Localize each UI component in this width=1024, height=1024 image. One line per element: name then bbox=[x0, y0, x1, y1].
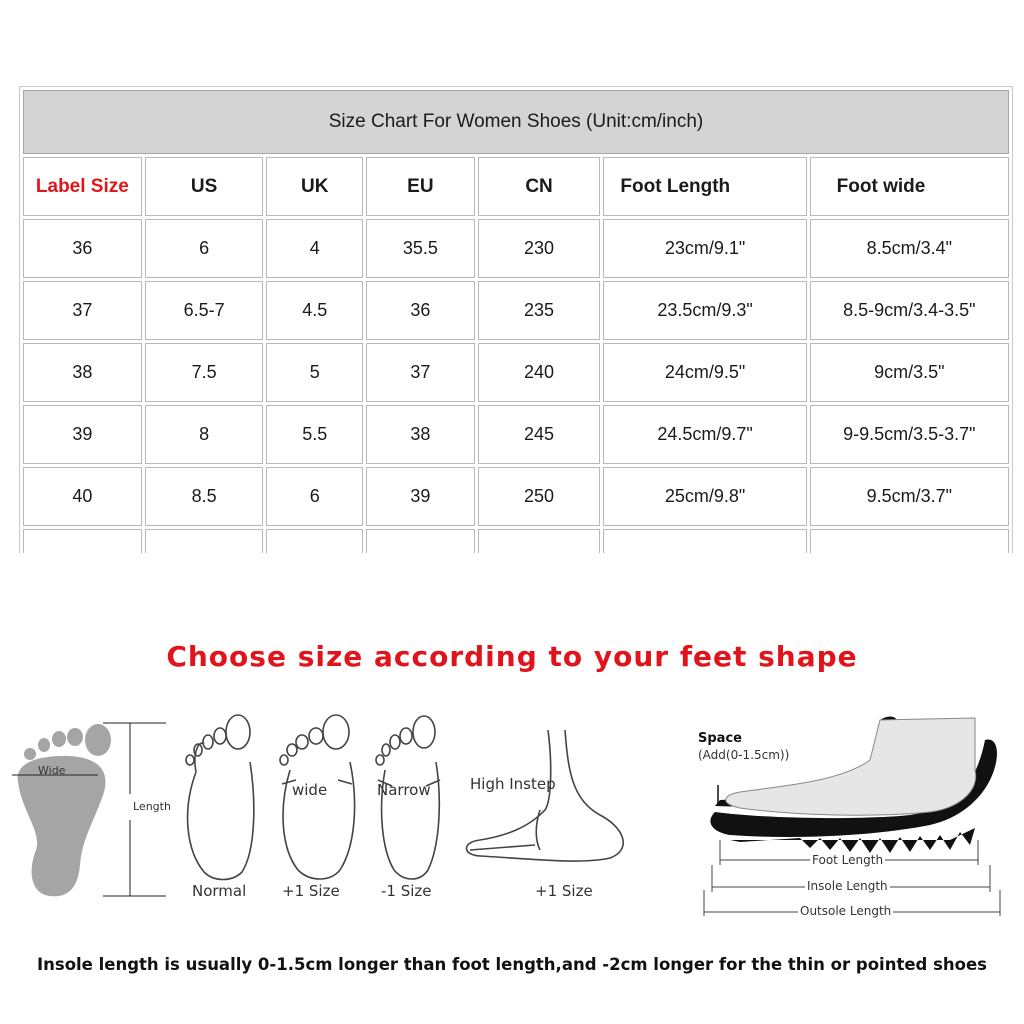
cell-eu: 37 bbox=[366, 343, 475, 402]
shoe-foot-length-label: Foot Length bbox=[812, 853, 884, 867]
table-title-row bbox=[23, 90, 1009, 154]
header-foot-length: Foot Length bbox=[603, 157, 806, 216]
cell-uk: 5 bbox=[266, 343, 363, 402]
header-eu: EU bbox=[366, 157, 475, 216]
cell-empty bbox=[145, 529, 264, 553]
cell-cn: 245 bbox=[478, 405, 601, 464]
shoe-space-note: (Add(0-1.5cm)) bbox=[698, 748, 790, 762]
cell-cn: 230 bbox=[478, 219, 601, 278]
cell-eu: 35.5 bbox=[366, 219, 475, 278]
narrow-foot-caption: -1 Size bbox=[381, 882, 432, 900]
normal-foot-icon bbox=[186, 715, 254, 880]
cell-foot-wide: 9cm/3.5" bbox=[810, 343, 1009, 402]
table-title: Size Chart For Women Shoes (Unit:cm/inch) bbox=[23, 90, 1009, 154]
cell-eu: 36 bbox=[366, 281, 475, 340]
header-uk: UK bbox=[266, 157, 363, 216]
footprint-icon bbox=[18, 724, 111, 896]
wide-foot-note: wide bbox=[292, 781, 328, 799]
size-table bbox=[20, 87, 1012, 553]
cell-foot-wide: 9.5cm/3.7" bbox=[810, 467, 1009, 526]
cell-label-size: 38 bbox=[23, 343, 142, 402]
cell-foot-length: 24.5cm/9.7" bbox=[603, 405, 806, 464]
table-row bbox=[23, 343, 1009, 402]
cell-cn: 235 bbox=[478, 281, 601, 340]
cell-empty bbox=[603, 529, 806, 553]
high-instep-label: High Instep bbox=[470, 775, 556, 793]
cell-foot-length: 23.5cm/9.3" bbox=[603, 281, 806, 340]
cell-empty bbox=[366, 529, 475, 553]
high-instep-foot-icon bbox=[467, 730, 624, 861]
table-row bbox=[23, 405, 1009, 464]
cell-cn: 240 bbox=[478, 343, 601, 402]
table-row bbox=[23, 281, 1009, 340]
cell-label-size: 37 bbox=[23, 281, 142, 340]
table-header-row bbox=[23, 157, 1009, 216]
cell-foot-wide: 8.5-9cm/3.4-3.5" bbox=[810, 281, 1009, 340]
cell-empty bbox=[478, 529, 601, 553]
header-cn: CN bbox=[478, 157, 601, 216]
cell-eu: 38 bbox=[366, 405, 475, 464]
cell-eu: 39 bbox=[366, 467, 475, 526]
cell-cn: 250 bbox=[478, 467, 601, 526]
cell-label-size: 40 bbox=[23, 467, 142, 526]
header-foot-wide: Foot wide bbox=[810, 157, 1009, 216]
cell-uk: 5.5 bbox=[266, 405, 363, 464]
table-row bbox=[23, 219, 1009, 278]
table-row-cut-off bbox=[23, 529, 1009, 553]
narrow-foot-note: Narrow bbox=[377, 781, 431, 799]
cell-empty bbox=[23, 529, 142, 553]
table-row bbox=[23, 467, 1009, 526]
header-label-size: Label Size bbox=[23, 157, 142, 216]
high-instep-caption: +1 Size bbox=[535, 882, 593, 900]
cell-us: 7.5 bbox=[145, 343, 264, 402]
cell-foot-wide: 9-9.5cm/3.5-3.7" bbox=[810, 405, 1009, 464]
insole-length-note: Insole length is usually 0-1.5cm longer than foot length,and -2cm longer for the thin or pointed shoes bbox=[36, 955, 987, 974]
cell-empty bbox=[266, 529, 363, 553]
cell-foot-length: 23cm/9.1" bbox=[603, 219, 806, 278]
cell-foot-wide: 8.5cm/3.4" bbox=[810, 219, 1009, 278]
cell-us: 8 bbox=[145, 405, 264, 464]
cell-label-size: 39 bbox=[23, 405, 142, 464]
cell-us: 8.5 bbox=[145, 467, 264, 526]
cell-empty bbox=[810, 529, 1009, 553]
shoe-space-label: Space bbox=[698, 731, 742, 746]
shoe-section-icon bbox=[710, 717, 997, 853]
footprint-length-label: Length bbox=[133, 800, 171, 813]
wide-foot-caption: +1 Size bbox=[282, 882, 340, 900]
cell-uk: 6 bbox=[266, 467, 363, 526]
cell-foot-length: 25cm/9.8" bbox=[603, 467, 806, 526]
cell-us: 6.5-7 bbox=[145, 281, 264, 340]
footprint-wide-label: Wide bbox=[38, 764, 66, 777]
normal-foot-caption: Normal bbox=[192, 882, 247, 900]
shoe-outsole-length-label: Outsole Length bbox=[800, 904, 892, 918]
header-us: US bbox=[145, 157, 264, 216]
cell-foot-length: 24cm/9.5" bbox=[603, 343, 806, 402]
cell-uk: 4.5 bbox=[266, 281, 363, 340]
shoe-insole-length-label: Insole Length bbox=[807, 879, 888, 893]
size-guide-headline: Choose size according to your feet shape bbox=[166, 640, 858, 673]
cell-uk: 4 bbox=[266, 219, 363, 278]
size-chart-table bbox=[19, 86, 1013, 553]
cell-label-size: 36 bbox=[23, 219, 142, 278]
cell-us: 6 bbox=[145, 219, 264, 278]
